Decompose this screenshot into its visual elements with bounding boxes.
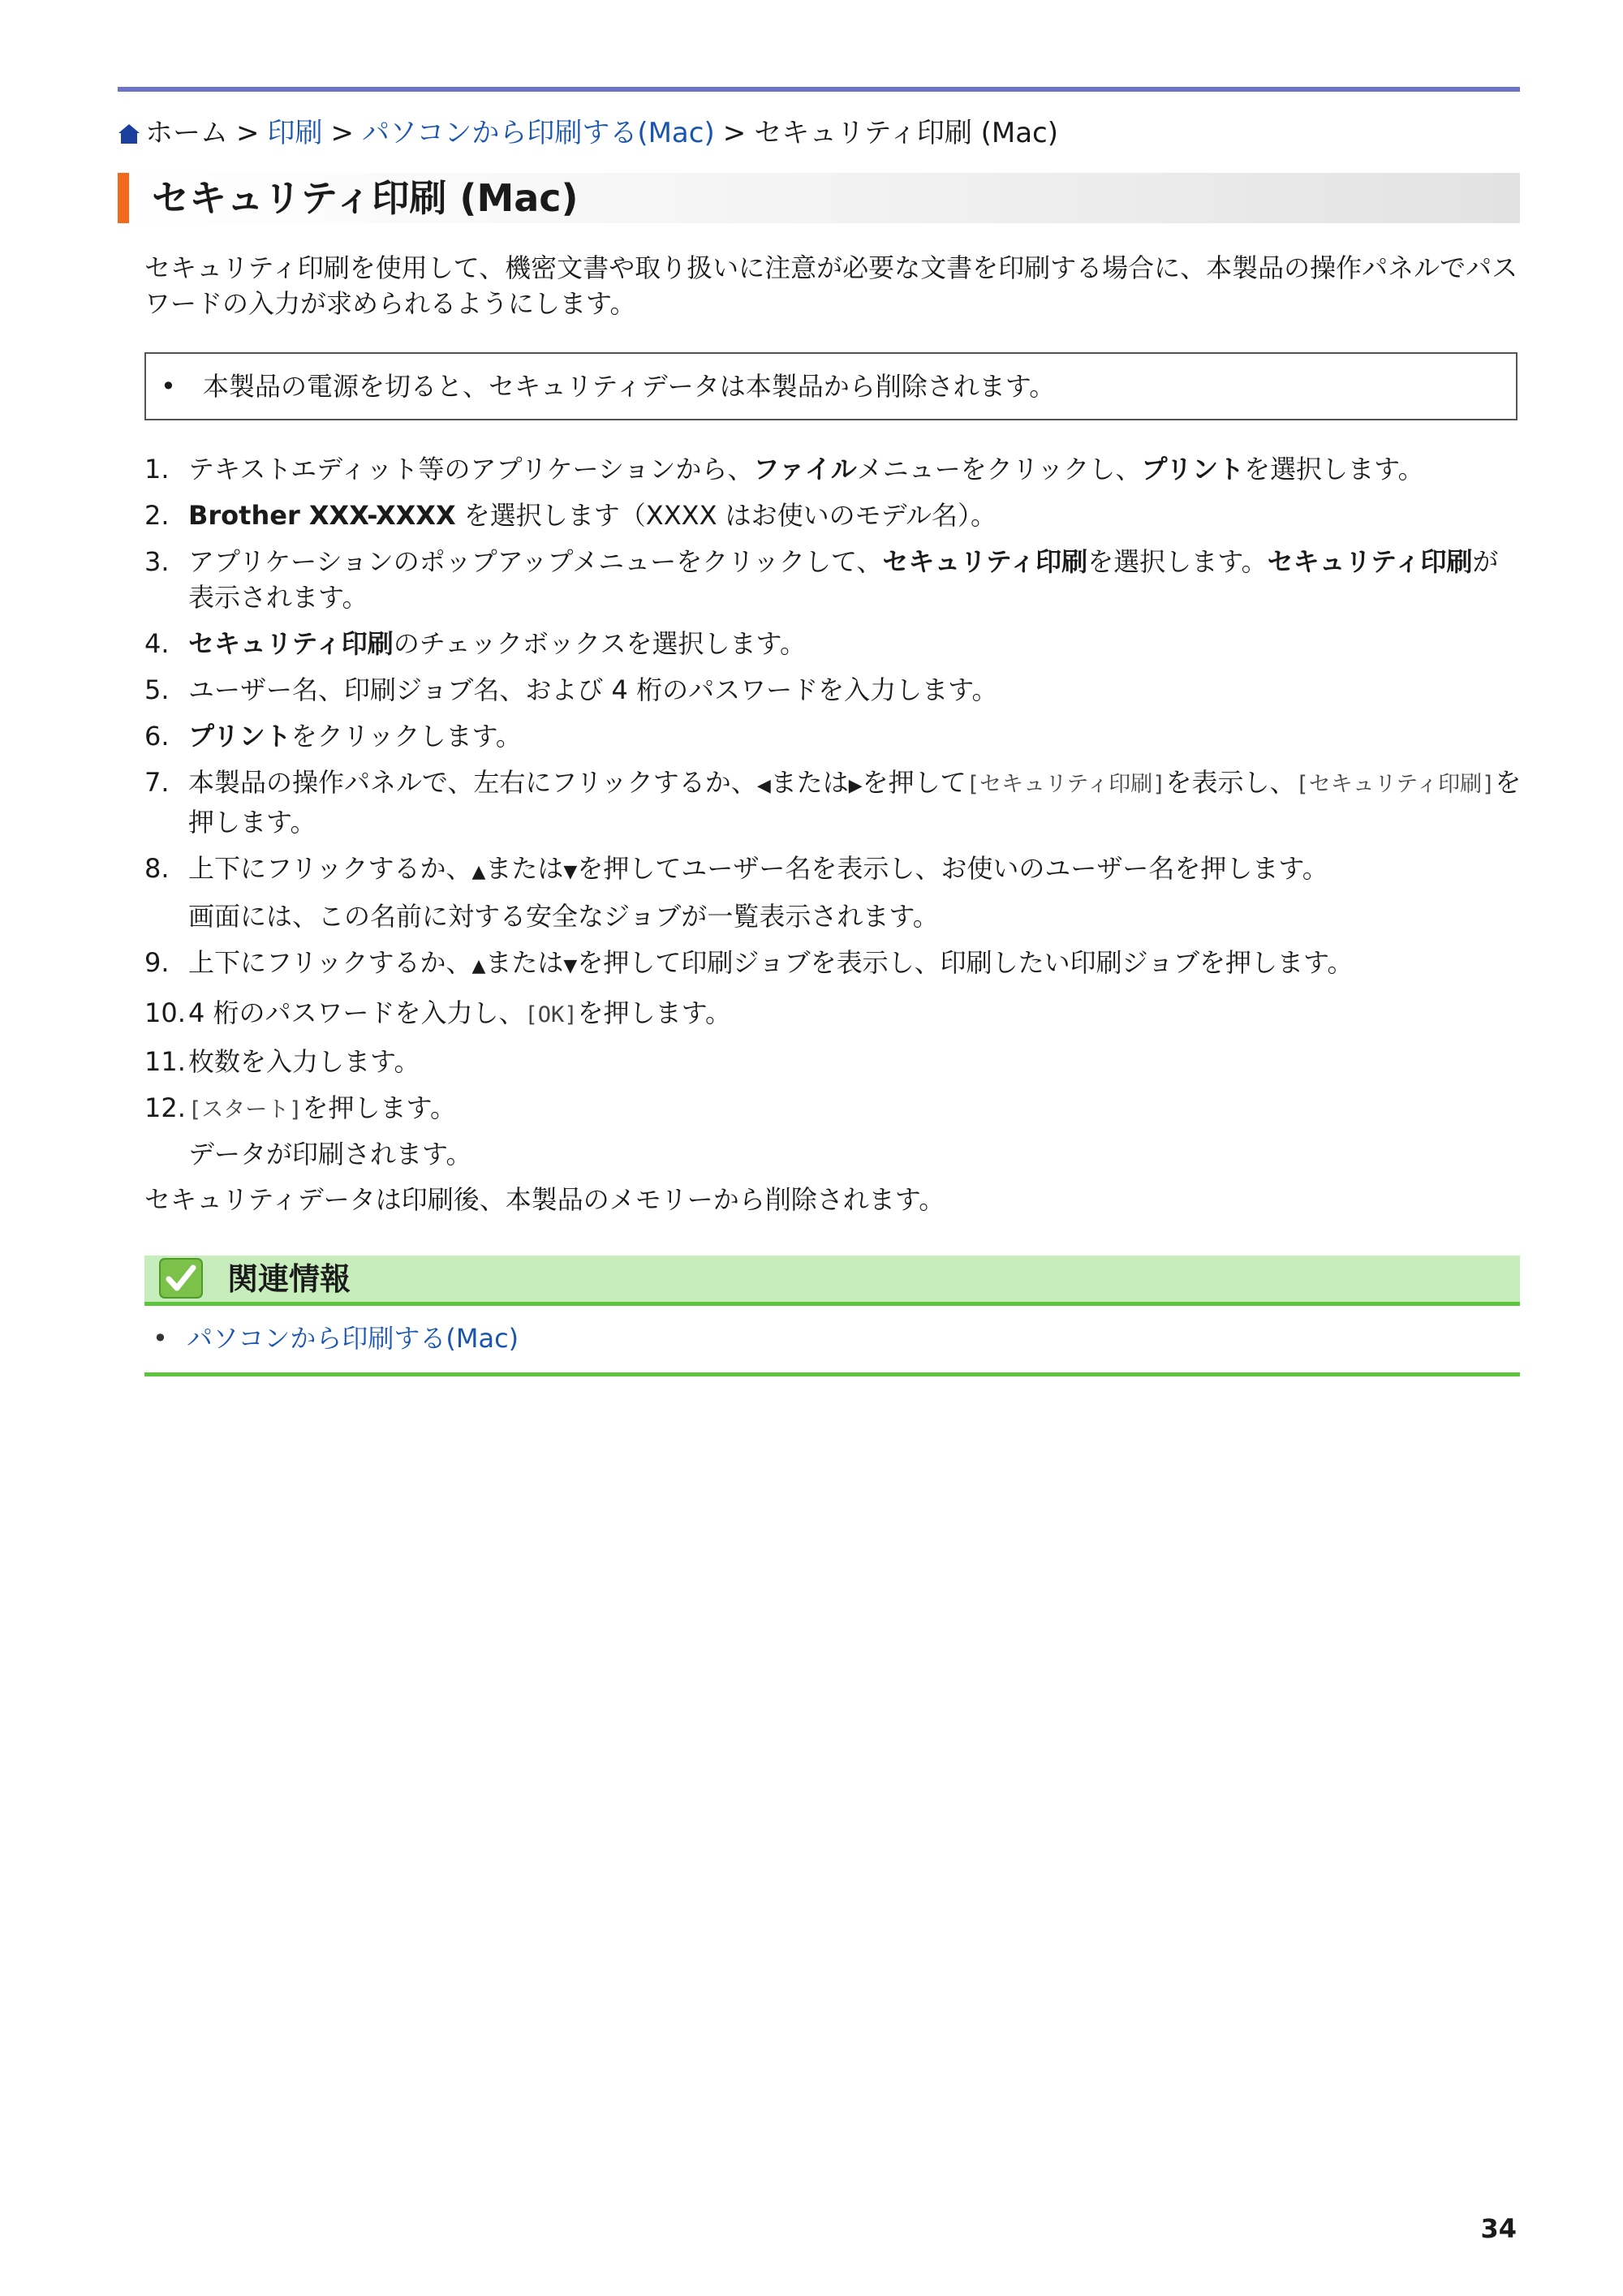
step-text: を表示し、 [1165, 767, 1296, 798]
step-text: を選択します（XXXX はお使いのモデル名）。 [455, 500, 997, 531]
related-bullet: • [153, 1323, 168, 1354]
breadcrumb-separator: > [236, 117, 260, 149]
step-text: 上下にフリックするか、 [188, 853, 472, 884]
closing-paragraph: セキュリティデータは印刷後、本製品のメモリーから削除されます。 [144, 1184, 945, 1215]
step-item [144, 498, 1524, 533]
step-screen-label: [スタート] [188, 1097, 303, 1122]
down-arrow-icon: ▼ [563, 862, 578, 882]
step-text: 4 桁のパスワードを入力し、 [188, 997, 525, 1028]
step-item [144, 672, 1524, 708]
step-screen-label: [OK] [524, 1002, 578, 1027]
step-number: 5. [144, 674, 170, 705]
step-bold-text: プリント [1141, 454, 1245, 485]
related-info-title: 関連情報 [227, 1261, 351, 1297]
step-bold-text: ファイル [753, 454, 857, 485]
step-number: 6. [144, 721, 170, 752]
breadcrumb [118, 114, 1058, 153]
note-bullet: • [161, 371, 176, 402]
step-text: をクリックします。 [291, 721, 522, 752]
step-item [144, 1044, 1524, 1079]
related-link-item [153, 1320, 519, 1356]
home-icon[interactable] [118, 123, 140, 144]
step-list [144, 451, 1524, 1182]
step-text: または [485, 853, 564, 884]
related-info-bottom-divider [144, 1372, 1520, 1376]
related-info-header [144, 1256, 1520, 1302]
step-number: 8. [144, 853, 170, 884]
step-text: を押して印刷ジョブを表示し、印刷したい印刷ジョブを押します。 [577, 947, 1354, 978]
step-bold-text: プリント [188, 721, 291, 752]
note-text: 本製品の電源を切ると、セキュリティデータは本製品から削除されます。 [203, 371, 1056, 402]
related-info-divider [144, 1302, 1520, 1306]
step-number: 10. [144, 997, 186, 1028]
step-text: を押します。 [577, 997, 732, 1028]
step-bold-text: Brother XXX-XXXX [188, 500, 456, 531]
step-text: メニューをクリックし、 [856, 454, 1142, 485]
up-arrow-icon: ▲ [471, 956, 486, 976]
step-bold-text: セキュリティ印刷 [1267, 546, 1473, 577]
step-text: のチェックボックスを選択します。 [393, 628, 806, 659]
step-text: を押します。 [302, 1092, 456, 1123]
related-link-mac-print[interactable]: パソコンから印刷する(Mac) [187, 1323, 519, 1354]
step-item [144, 765, 1524, 840]
breadcrumb-current: セキュリティ印刷 (Mac) [754, 117, 1059, 149]
step-number: 4. [144, 628, 170, 659]
step-item [144, 718, 1524, 754]
step-number: 9. [144, 947, 170, 978]
step-text: ユーザー名、印刷ジョブ名、および 4 桁のパスワードを入力します。 [188, 674, 998, 705]
note-box [144, 352, 1518, 420]
breadcrumb-separator: > [330, 117, 354, 149]
intro-paragraph: セキュリティ印刷を使用して、機密文書や取り扱いに注意が必要な文書を印刷する場合に、本製品の操作パネルでパスワードの入力が求められるようにします。 [144, 252, 1518, 319]
step-number: 11. [144, 1046, 186, 1077]
title-bar [118, 173, 1520, 223]
title-accent [118, 173, 129, 223]
step-bold-text: セキュリティ印刷 [188, 628, 394, 659]
step-text: アプリケーションのポップアップメニューをクリックして、 [188, 546, 883, 577]
step-text: を押してユーザー名を表示し、お使いのユーザー名を押します。 [577, 853, 1328, 884]
step-number: 1. [144, 454, 170, 485]
step-screen-label: [セキュリティ印刷] [966, 772, 1166, 797]
step-text: または [485, 947, 564, 978]
step-text: 上下にフリックするか、 [188, 947, 472, 978]
step-item [144, 626, 1524, 661]
breadcrumb-separator: > [722, 117, 747, 149]
step-text: が表示されます。 [188, 546, 1499, 613]
step-text: 本製品の操作パネルで、左右にフリックするか、 [188, 767, 757, 798]
step-item [144, 1090, 1524, 1172]
step-text: 枚数を入力します。 [188, 1046, 420, 1077]
step-number: 2. [144, 500, 170, 531]
breadcrumb-home[interactable]: ホーム [145, 117, 228, 149]
page-title: セキュリティ印刷 (Mac) [152, 176, 579, 220]
checkmark-icon [159, 1258, 203, 1299]
breadcrumb-link-mac-print[interactable]: パソコンから印刷する(Mac) [362, 117, 715, 149]
step-screen-label: [セキュリティ印刷] [1295, 772, 1496, 797]
step-number: 3. [144, 546, 170, 577]
top-rule [118, 87, 1520, 92]
down-arrow-icon: ▼ [563, 956, 578, 976]
step-number: 7. [144, 767, 170, 798]
step-text: を押して [862, 767, 966, 798]
step-text: を選択します。 [1244, 454, 1424, 485]
up-arrow-icon: ▲ [471, 862, 486, 882]
step-number: 12. [144, 1092, 186, 1123]
right-arrow-icon: ▶ [848, 776, 863, 796]
step-item [144, 945, 1524, 984]
page-number: 34 [1480, 2213, 1517, 2244]
step-item [144, 544, 1524, 615]
left-arrow-icon: ◀ [756, 776, 771, 796]
step-text: テキストエディット等のアプリケーションから、 [188, 454, 754, 485]
breadcrumb-link-print[interactable]: 印刷 [267, 117, 323, 149]
step-bold-text: セキュリティ印刷 [882, 546, 1088, 577]
step-text: または [770, 767, 849, 798]
step-item [144, 451, 1524, 487]
step-text: を押します。 [188, 767, 1522, 838]
step-subtext: データが印刷されます。 [188, 1139, 472, 1170]
step-item [144, 995, 1524, 1033]
step-text: を選択します。 [1087, 546, 1268, 577]
step-subtext: 画面には、この名前に対する安全なジョブが一覧表示されます。 [188, 901, 939, 932]
step-item [144, 851, 1524, 934]
